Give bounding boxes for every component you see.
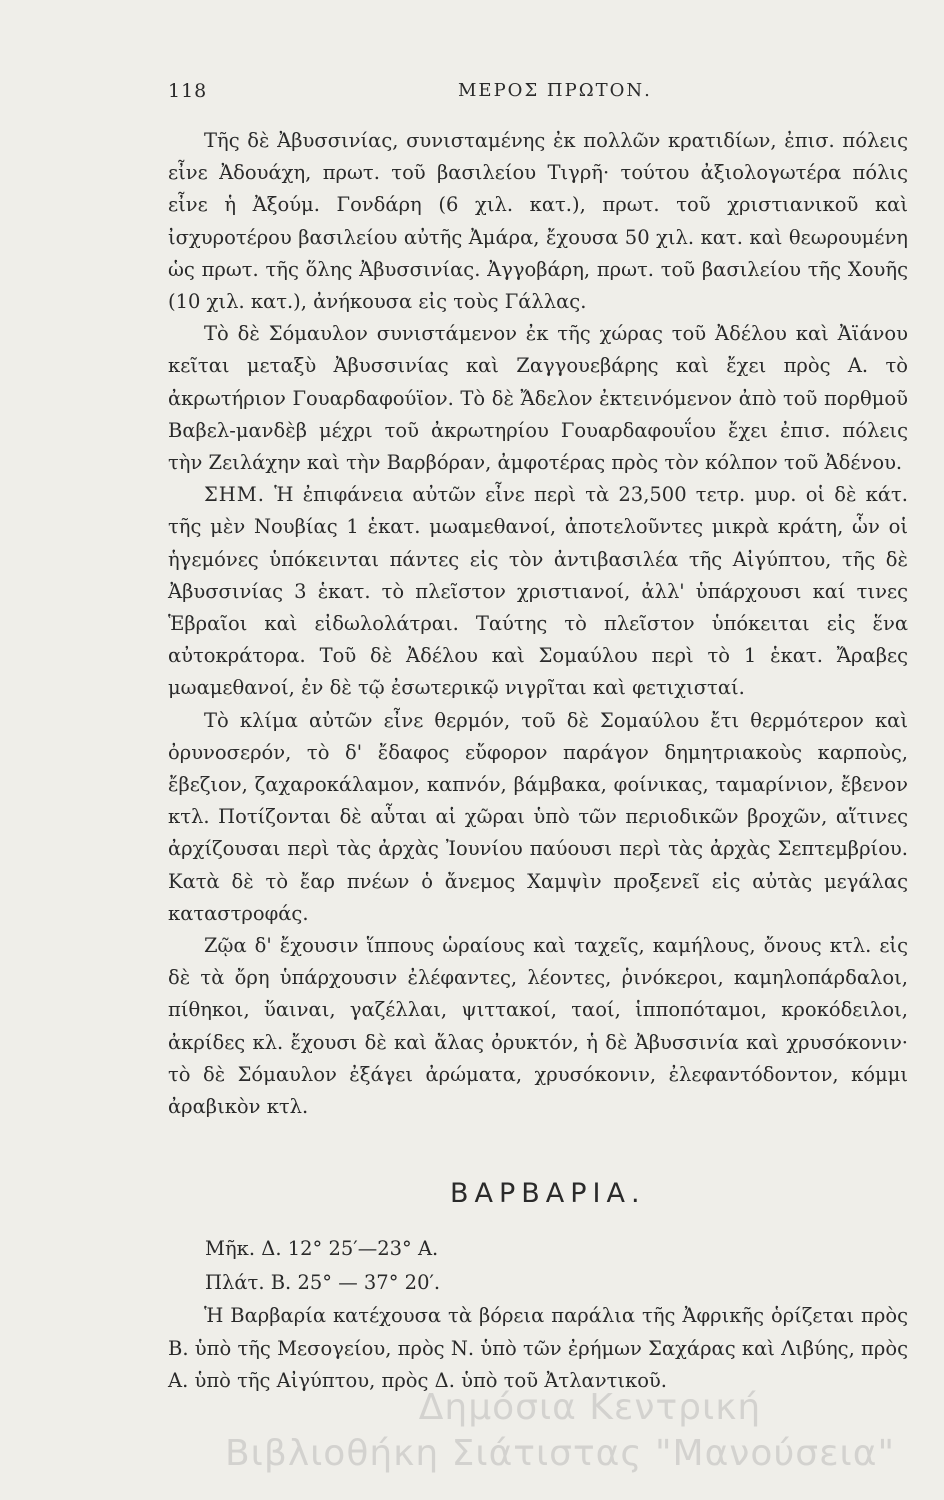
- main-text: [168, 125, 908, 1123]
- note-text: Ἡ ἐπιφάνεια αὐτῶν εἶνε περὶ τὰ 23,500 τετρ. μυρ. οἱ δὲ κάτ. τῆς μὲν Νουβίας 1 ἑκατ. μωαμεθανοί, ἀποτελοῦντες μικρὰ κράτη, ὧν οἱ ἡγεμόνες ὑπόκεινται πάντες εἰς τὸν ἀντιβασιλέα τῆς Αἰγύπτου, τῆς δὲ Ἀβυσσινίας 3 ἑκατ. τὸ πλεῖστον χριστιανοί, ἀλλ' ὑπάρχουσι καί τινες Ἑβραῖοι καὶ εἰδωλολάτραι. Ταύτης τὸ πλεῖστον ὑπόκειται εἰς ἕνα αὐτοκράτορα. Τοῦ δὲ Ἀδέλου καὶ Σομαύλου περὶ τὸ 1 ἑκατ. Ἄραβες μωαμεθανοί, ἐν δὲ τῷ ἐσωτερικῷ νιγρῖται καὶ φετιχισταί.: [168, 483, 908, 700]
- paragraph-somali: Τὸ δὲ Σόμαυλον συνιστάμενον ἐκ τῆς χώρας τοῦ Ἀδέλου καὶ Ἀϊάνου κεῖται μεταξὺ Ἀβυσσινίας καὶ Ζαγγουεβάρης καὶ ἔχει πρὸς Α. τὸ ἀκρωτήριον Γουαρδαφούϊον. Τὸ δὲ Ἄδελον ἐκτεινόμενον ἀπὸ τοῦ πορθμοῦ Βαβελ-μανδὲβ μέχρι τοῦ ἀκρωτηρίου Γουαρδαφουΐου ἔχει ἐπισ. πόλεις τὴν Ζειλάχην καὶ τὴν Βαρβόραν, ἀμφοτέρας πρὸς τὸν κόλπον τοῦ Ἀδένου.: [168, 322, 908, 475]
- paragraph-abyssinia: Τῆς δὲ Ἀβυσσινίας, συνισταμένης ἐκ πολλῶν κρατιδίων, ἐπισ. πόλεις εἶνε Ἀδουάχη, πρωτ. τοῦ βασιλείου Τιγρῆ· τούτου ἀξιολογωτέρα πόλις εἶνε ἡ Ἀξούμ. Γονδάρη (6 χιλ. κατ.), πρωτ. τοῦ χριστιανικοῦ καὶ ἰσχυροτέρου βασιλείου αὐτῆς Ἀμάρα, ἔχουσα 50 χιλ. κατ. καὶ θεωρουμένη ὡς πρωτ. τῆς ὅλης Ἀβυσσινίας. Ἀγγοβάρη, πρωτ. τοῦ βασιλείου τῆς Χουῆς (10 χιλ. κατ.), ἀνήκουσα εἰς τοὺς Γάλλας.: [168, 129, 908, 314]
- note-label: ΣΗΜ.: [204, 483, 265, 507]
- page-number: 118: [168, 80, 208, 102]
- longitude-line: Μῆκ. Δ. 12° 25′—23° Α.: [205, 1237, 439, 1260]
- page-header: [168, 80, 888, 108]
- note-paragraph: [168, 479, 908, 704]
- paragraph-climate: Τὸ κλίμα αὐτῶν εἶνε θερμόν, τοῦ δὲ Σομαύλου ἔτι θερμότερον καὶ ὀρυνοσερόν, τὸ δ' ἔδαφος εὔφορον παράγον δημητριακοὺς καρποὺς, ἔβεζιον, ζαχαροκάλαμον, καπνόν, βάμβακα, φοίνικας, ταμαρίνιον, ἔβενον κτλ. Ποτίζονται δὲ αὗται αἱ χῶραι ὑπὸ τῶν περιοδικῶν βροχῶν, αἵτινες ἀρχίζουσαι περὶ τὰς ἀρχὰς Ἰουνίου παύουσι περὶ τὰς ἀρχὰς Σεπτεμβρίου. Κατὰ δὲ τὸ ἔαρ πνέων ὁ ἄνεμος Χαμψὶν προξενεῖ εἰς αὐτὰς μεγάλας καταστροφάς.: [168, 708, 908, 925]
- running-title: ΜΕΡΟΣ ΠΡΩΤΟΝ.: [458, 80, 652, 101]
- paragraph-fauna: Ζῷα δ' ἔχουσιν ἵππους ὡραίους καὶ ταχεῖς, καμήλους, ὄνους κτλ. εἰς δὲ τὰ ὄρη ὑπάρχουσιν ἐλέφαντες, λέοντες, ῥινόκεροι, καμηλοπάρδαλοι, πίθηκοι, ὕαιναι, γαζέλλαι, ψιττακοί, ταοί, ἱπποπόταμοι, κροκόδειλοι, ἀκρίδες κλ. ἔχουσι δὲ καὶ ἄλας ὀρυκτόν, ἡ δὲ Ἀβυσσινία καὶ χρυσόκονιν· τὸ δὲ Σόμαυλον ἐξάγει ἀρώματα, χρυσόκονιν, ἐλεφαντόδοντον, κόμμι ἀραβικὸν κτλ.: [168, 934, 908, 1119]
- paragraph-barbary: Ἡ Βαρβαρία κατέχουσα τὰ βόρεια παράλια τῆς Ἀφρικῆς ὁρίζεται πρὸς Β. ὑπὸ τῆς Μεσογείου, πρὸς Ν. ὑπὸ τῶν ἐρήμων Σαχάρας καὶ Λιβύης, πρὸς Α. ὑπὸ τῆς Αἰγύπτου, πρὸς Δ. ὑπὸ τοῦ Ἀτλαντικοῦ.: [168, 1304, 908, 1392]
- section-text: [168, 1300, 908, 1398]
- library-watermark: [210, 1385, 910, 1477]
- watermark-line-2: Βιβλιοθήκη Σιάτιστας "Μανούσεια": [224, 1433, 896, 1474]
- watermark-line-1: Δημόσια Κεντρική: [418, 1387, 762, 1428]
- coordinates-block: [205, 1232, 440, 1300]
- latitude-line: Πλάτ. Β. 25° — 37° 20′.: [205, 1271, 441, 1294]
- section-heading: ΒΑΡΒΑΡΙΑ.: [450, 1178, 646, 1209]
